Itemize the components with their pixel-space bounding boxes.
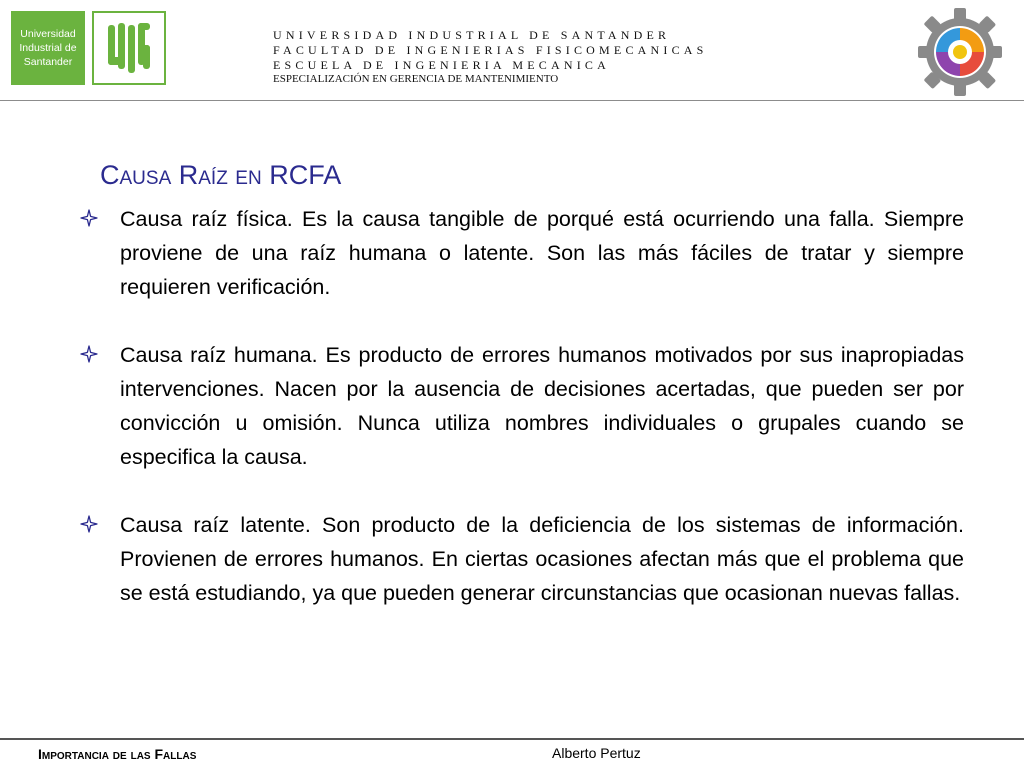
header-school: ESCUELA DE INGENIERIA MECANICA [273, 58, 610, 72]
bullet-item [80, 338, 964, 474]
bullet-text: Causa raíz humana. Es producto de errores humanos motivados por sus inapropiadas intervenciones. Nacen por la ausencia de decisiones acertadas, que pueden ser por convicción u omisión. Nunca utiliza nombres individuales o grupales cuando se especifica la causa. [120, 343, 964, 469]
bullet-text: Causa raíz latente. Son producto de la deficiencia de los sistemas de información. Provienen de errores humanos. En ciertas ocasiones afectan más que el problema que se está estudiando, ya que pueden generar circunstancias que ocasionan nuevas fallas. [120, 513, 964, 605]
bullet-item [80, 508, 964, 610]
uis-emblem-icon [94, 13, 164, 83]
header-university: UNIVERSIDAD INDUSTRIAL DE SANTANDER [273, 28, 671, 42]
uis-emblem-logo [92, 11, 166, 85]
institution-header [273, 28, 708, 86]
header-specialization: ESPECIALIZACIÓN EN GERENCIA DE MANTENIMIENTO [273, 73, 559, 85]
four-point-star-icon [80, 515, 98, 533]
university-logo [11, 11, 85, 85]
logo-line: Industrial de [19, 42, 77, 54]
bullet-text: Causa raíz física. Es la causa tangible de porqué está ocurriendo una falla. Siempre proviene de una raíz humana o latente. Son las más fáciles de tratar y siempre requieren verificación. [120, 207, 964, 299]
footer-author: Alberto Pertuz [552, 745, 641, 761]
slide-title: Causa Raíz en RCFA [100, 160, 342, 190]
header-divider [0, 100, 1024, 101]
four-point-star-icon [80, 345, 98, 363]
footer-divider [0, 738, 1024, 740]
header-faculty: FACULTAD DE INGENIERIAS FISICOMECANICAS [273, 43, 708, 57]
footer-topic: Importancia de las Fallas [38, 746, 197, 762]
logo-line: Santander [23, 56, 73, 68]
gear-logo-icon [918, 6, 1002, 98]
four-point-star-icon [80, 209, 98, 227]
bullet-list [80, 202, 964, 644]
bullet-item [80, 202, 964, 304]
logo-line: Universidad [20, 28, 76, 40]
